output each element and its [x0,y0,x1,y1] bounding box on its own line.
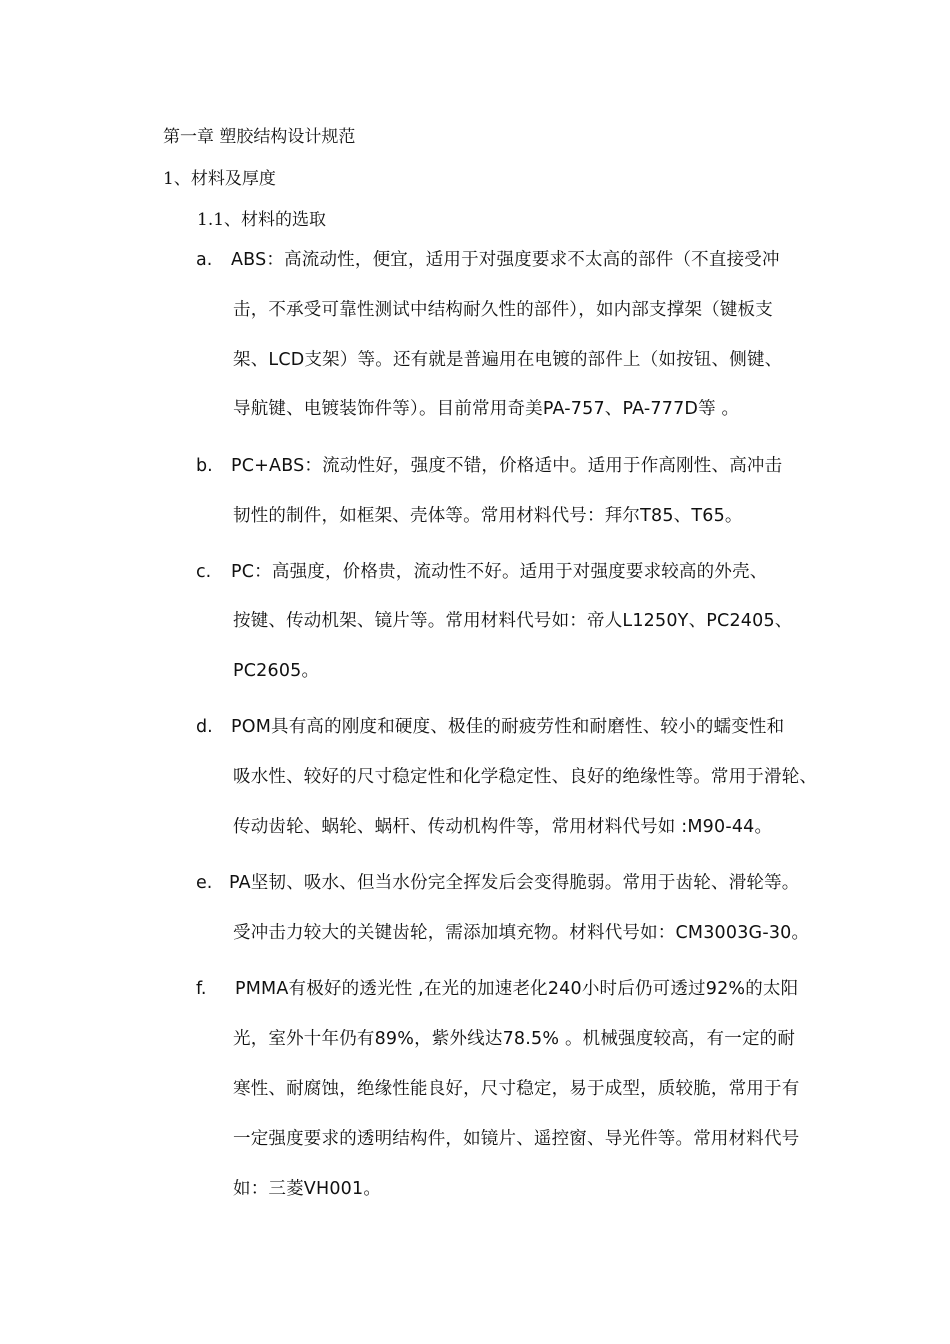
list-item-line: POM具有高的刚度和硬度、极佳的耐疲劳性和耐磨性、较小的蠕变性和 [231,717,785,737]
list-item-line: 光，室外十年仍有89%，紫外线达78.5% 。机械强度较高，有一定的耐 [233,1029,796,1049]
list-marker: a. [196,250,213,270]
list-marker: f. [196,979,207,999]
list-marker: e. [196,873,213,893]
list-item-line: PC+ABS：流动性好，强度不错，价格适中。适用于作高刚性、高冲击 [231,456,783,476]
list-item-line: 击，不承受可靠性测试中结构耐久性的部件），如内部支撑架（键板支 [233,300,773,320]
list-item-line: 受冲击力较大的关键齿轮，需添加填充物。材料代号如：CM3003G-30。 [233,923,810,943]
list-item-line: PA坚韧、吸水、但当水份完全挥发后会变得脆弱。常用于齿轮、滑轮等。 [229,873,800,893]
list-marker: d. [196,717,213,737]
list-item-line: 吸水性、较好的尺寸稳定性和化学稳定性、良好的绝缘性等。常用于滑轮、 [233,767,818,787]
list-item-line: 按键、传动机架、镜片等。常用材料代号如：帝人L1250Y、PC2405、 [233,611,793,631]
list-item-line: ABS：高流动性，便宜，适用于对强度要求不太高的部件（不直接受冲 [231,250,780,270]
list-item-line: 一定强度要求的透明结构件，如镜片、遥控窗、导光件等。常用材料代号 [233,1129,800,1149]
list-item-line: 韧性的制件，如框架、壳体等。常用材料代号：拜尔T85、T65。 [233,506,743,526]
list-item-line: 传动齿轮、蜗轮、蜗杆、传动机构件等，常用材料代号如 :M90-44。 [233,817,773,837]
list-item-line: 如：三菱VH001。 [233,1179,382,1199]
subsection-title: 1.1、材料的选取 [197,210,327,230]
list-item-line: PMMA有极好的透光性 ,在光的加速老化240小时后仍可透过92%的太阳 [235,979,799,999]
chapter-title: 第一章 塑胶结构设计规范 [163,127,356,147]
list-item-line: 寒性、耐腐蚀，绝缘性能良好，尺寸稳定，易于成型，质较脆，常用于有 [233,1079,800,1099]
list-item-line: 导航键、电镀装饰件等）。目前常用奇美PA-757、PA-777D等 。 [233,399,740,419]
list-marker: c. [196,562,212,582]
list-item-line: PC2605。 [233,661,320,681]
list-item-line: PC：高强度，价格贵，流动性不好。适用于对强度要求较高的外壳、 [231,562,768,582]
section-title: 1、材料及厚度 [163,169,276,189]
list-marker: b. [196,456,213,476]
list-item-line: 架、LCD支架）等。还有就是普遍用在电镀的部件上（如按钮、侧键、 [233,350,783,370]
